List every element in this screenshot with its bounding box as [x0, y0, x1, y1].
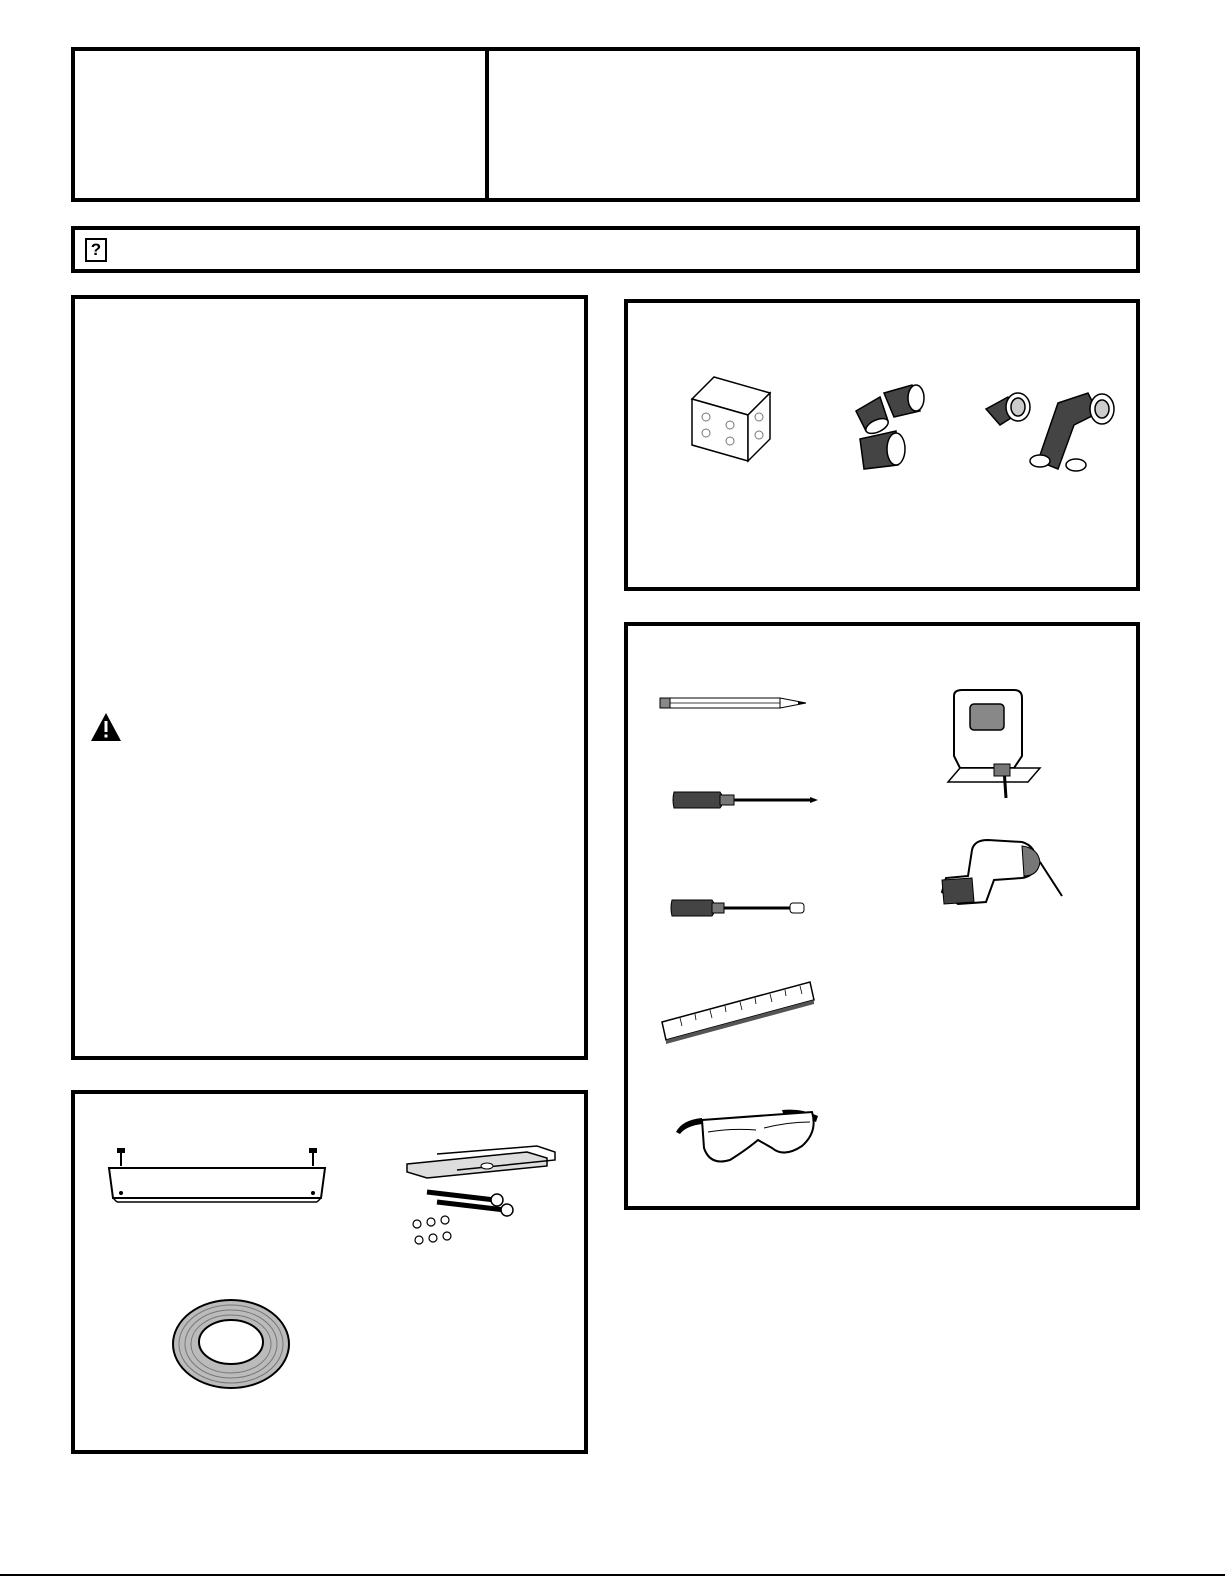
header-divider: [485, 47, 489, 202]
wire-nuts-illustration: [850, 381, 934, 471]
materials-needed-box: [624, 299, 1140, 591]
tools-needed-box: [624, 622, 1140, 1210]
warning-triangle-icon: [90, 712, 122, 742]
nut-driver-illustration: [668, 894, 808, 922]
question-mark-icon: ?: [85, 238, 107, 262]
safety-glasses-illustration: [672, 1102, 822, 1172]
ruler-illustration: [660, 978, 818, 1044]
pencil-illustration: [658, 694, 810, 712]
parts-included-box: [71, 1090, 588, 1454]
junction-box-illustration: [686, 373, 776, 465]
page-footer-rule: [0, 1574, 1225, 1576]
filler-strip-illustration: [103, 1144, 333, 1204]
conduit-connectors-illustration: [978, 373, 1124, 473]
phillips-screwdriver-illustration: [670, 786, 820, 814]
header-title-box: [71, 47, 1140, 202]
foam-tape-roll-illustration: [169, 1294, 295, 1394]
mounting-brackets-illustration: [397, 1144, 562, 1259]
questions-bar: [71, 226, 1140, 273]
drill-illustration: [932, 832, 1066, 914]
instructions-box: [71, 295, 588, 1060]
jig-saw-illustration: [944, 686, 1044, 802]
